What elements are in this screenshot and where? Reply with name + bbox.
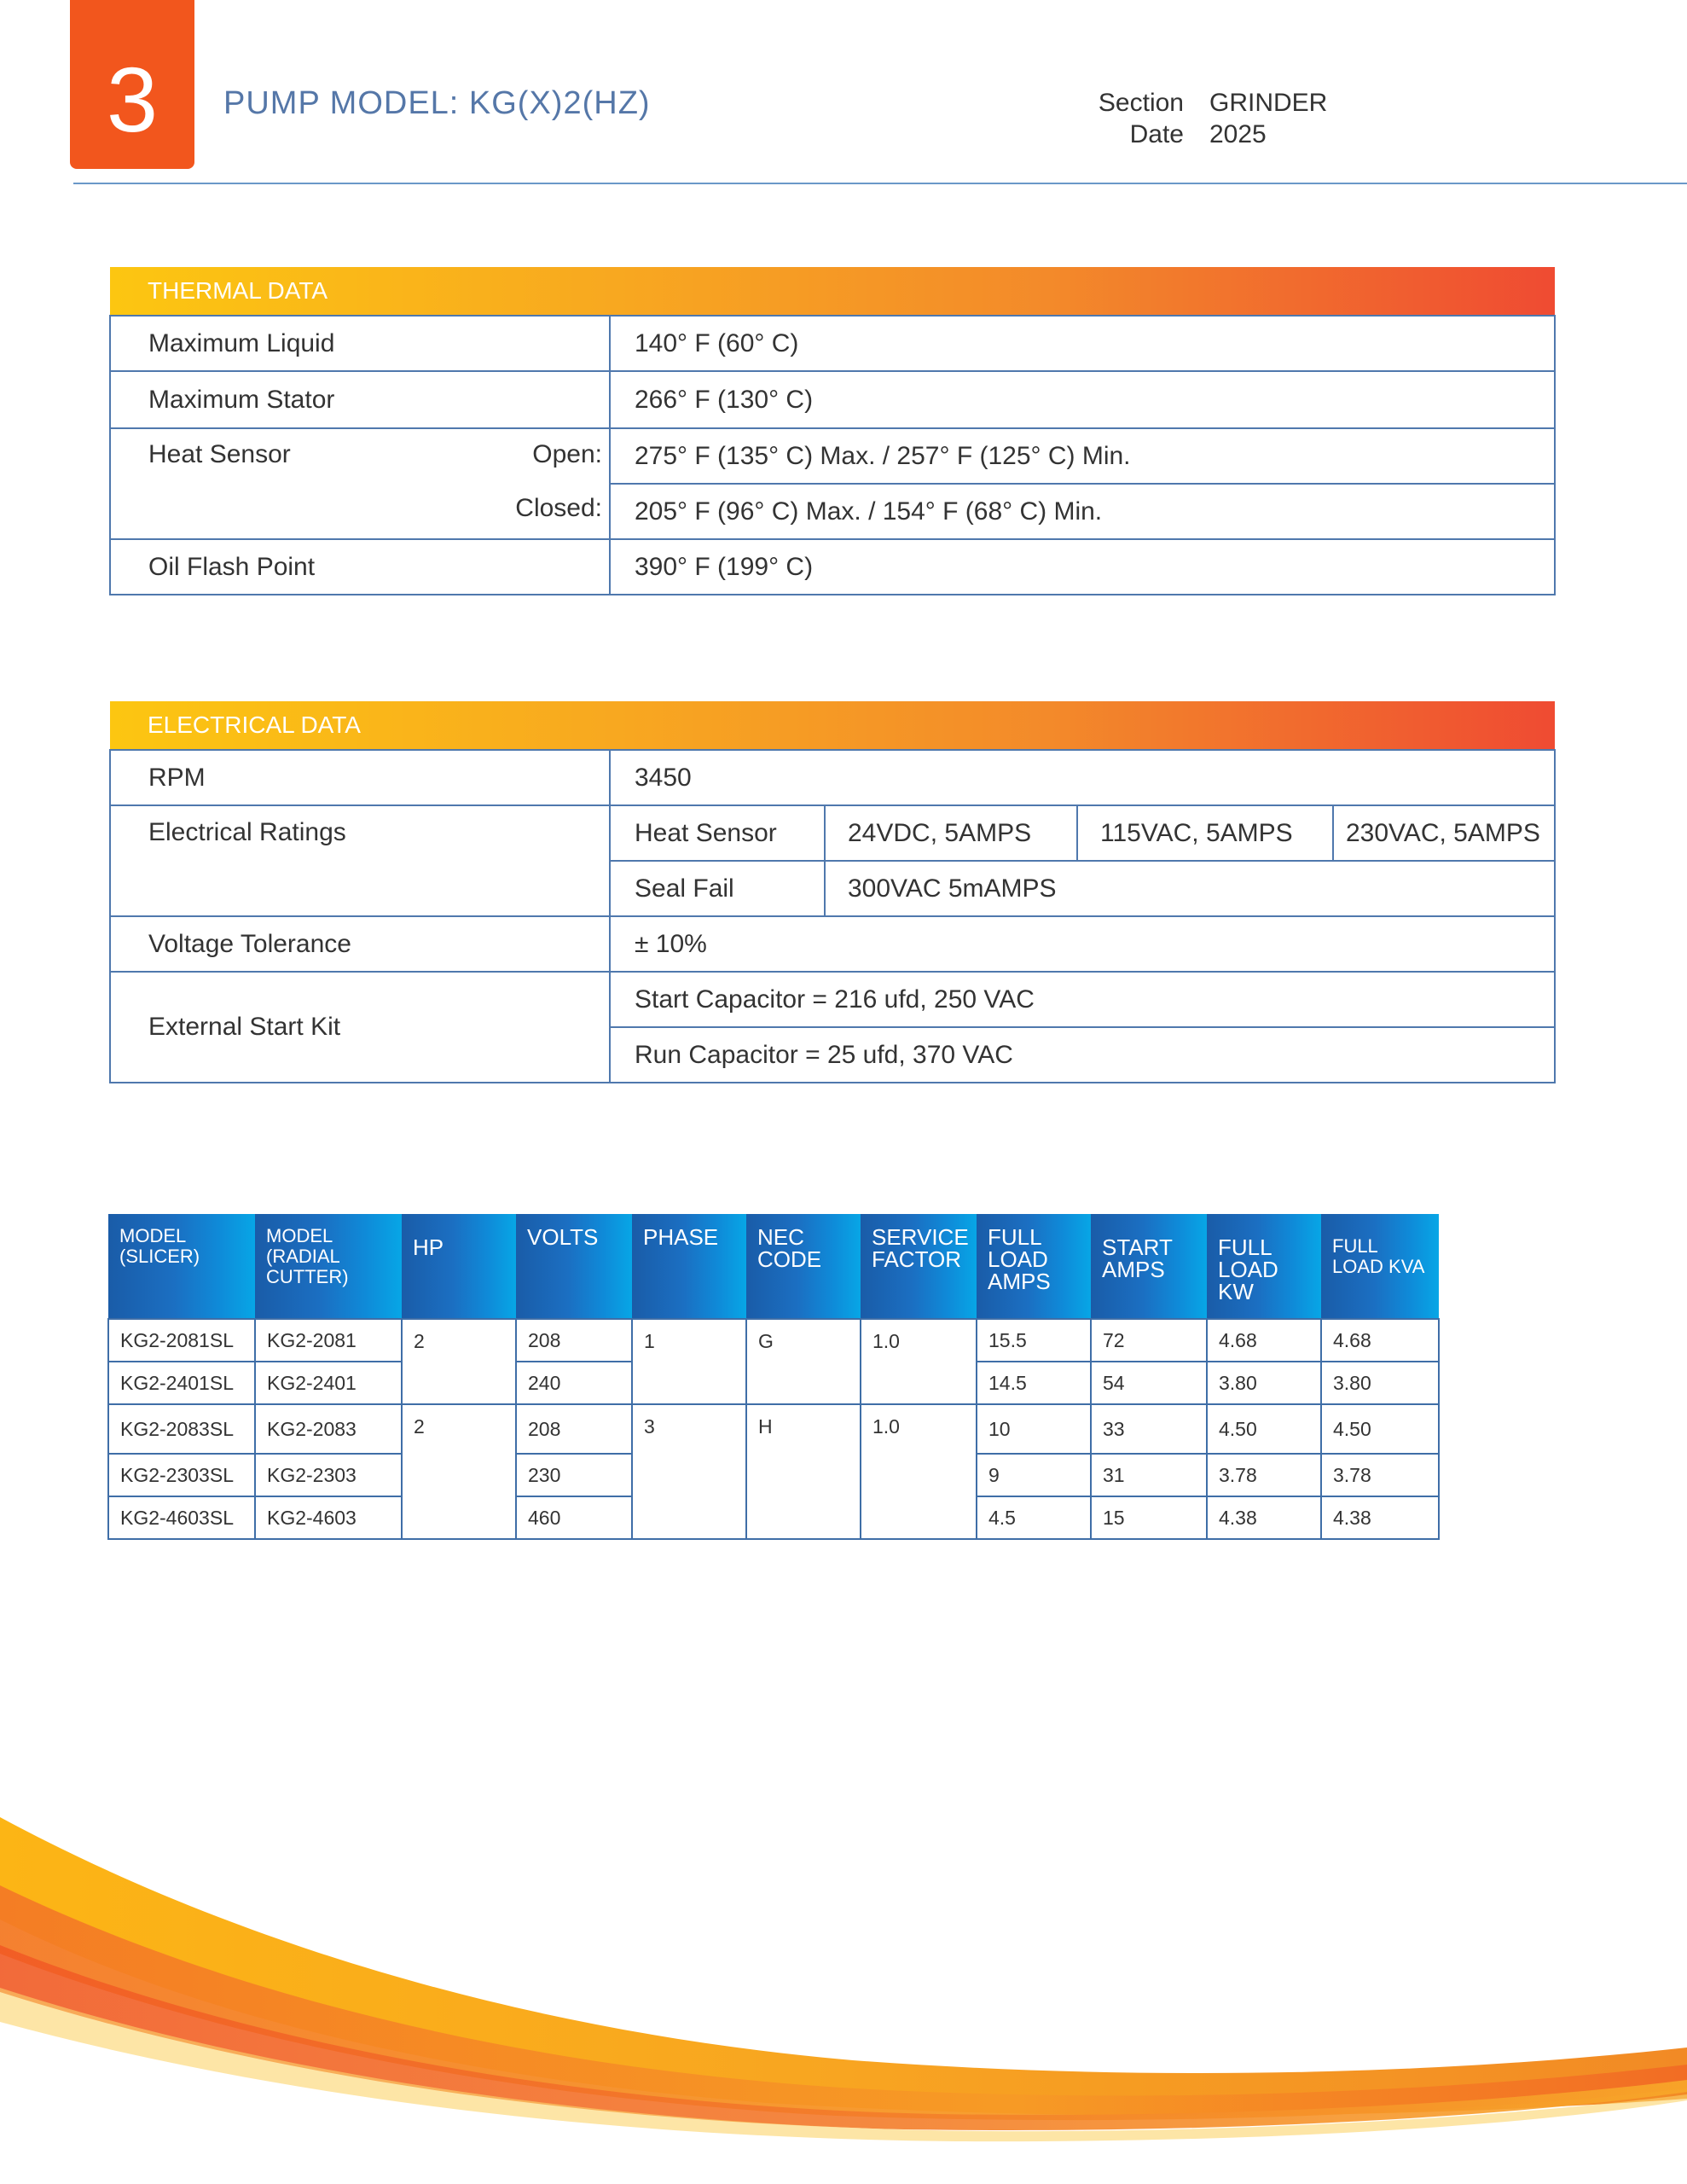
col-volts: VOLTS xyxy=(516,1214,632,1319)
cell-slicer: KG2-2081SL xyxy=(108,1319,255,1362)
cell-kw: 4.50 xyxy=(1207,1404,1321,1454)
electrical-data-table xyxy=(109,701,1556,1083)
table-row xyxy=(110,916,1555,972)
oil-flash-value: 390° F (199° C) xyxy=(610,539,1555,595)
col-full-load-amps: FULL LOAD AMPS xyxy=(977,1214,1091,1319)
col-start-amps: START AMPS xyxy=(1091,1214,1207,1319)
heat-sensor-115vac: 115VAC, 5AMPS xyxy=(1077,805,1333,861)
table-row xyxy=(110,371,1555,428)
cell-start: 15 xyxy=(1091,1496,1207,1539)
col-model-radial-cutter: MODEL (RADIAL CUTTER) xyxy=(255,1214,402,1319)
max-stator-label: Maximum Stator xyxy=(110,371,610,428)
section-value: GRINDER xyxy=(1209,89,1328,117)
seal-fail-label: Seal Fail xyxy=(610,861,825,916)
cell-volts: 240 xyxy=(516,1362,632,1404)
closed-label: Closed: xyxy=(515,494,602,522)
col-phase: PHASE xyxy=(632,1214,746,1319)
cell-volts: 208 xyxy=(516,1404,632,1454)
thermal-data-table xyxy=(109,267,1556,595)
cell-phase: 1 xyxy=(632,1319,746,1404)
footer-swoosh-graphic xyxy=(0,1817,1687,2184)
table-row xyxy=(110,539,1555,595)
col-model-slicer: MODEL (SLICER) xyxy=(108,1214,255,1319)
table-row xyxy=(110,750,1555,805)
thermal-heading-band xyxy=(110,267,1555,316)
seal-fail-value: 300VAC 5mAMPS xyxy=(825,861,1555,916)
cell-kva: 4.38 xyxy=(1321,1496,1439,1539)
cell-fla: 10 xyxy=(977,1404,1091,1454)
cell-kva: 3.80 xyxy=(1321,1362,1439,1404)
col-hp: HP xyxy=(402,1214,516,1319)
cell-kw: 3.80 xyxy=(1207,1362,1321,1404)
thermal-heading: THERMAL DATA xyxy=(110,267,1555,316)
open-value: 275° F (135° C) Max. / 257° F (125° C) Min. xyxy=(610,428,1555,484)
max-stator-value: 266° F (130° C) xyxy=(610,371,1555,428)
open-label: Open: xyxy=(532,440,602,468)
cell-hp: 2 xyxy=(402,1404,516,1539)
cell-fla: 9 xyxy=(977,1454,1091,1496)
closed-value: 205° F (96° C) Max. / 154° F (68° C) Min. xyxy=(610,484,1555,539)
cell-fla: 4.5 xyxy=(977,1496,1091,1539)
cell-start: 54 xyxy=(1091,1362,1207,1404)
cell-hp: 2 xyxy=(402,1319,516,1404)
cell-volts: 230 xyxy=(516,1454,632,1496)
cell-start: 31 xyxy=(1091,1454,1207,1496)
run-capacitor-value: Run Capacitor = 25 ufd, 370 VAC xyxy=(610,1027,1555,1083)
cell-start: 72 xyxy=(1091,1319,1207,1362)
max-liquid-value: 140° F (60° C) xyxy=(610,316,1555,371)
cell-kw: 3.78 xyxy=(1207,1454,1321,1496)
cell-fla: 15.5 xyxy=(977,1319,1091,1362)
date-value: 2025 xyxy=(1209,120,1267,148)
heat-sensor-24vdc: 24VDC, 5AMPS xyxy=(825,805,1077,861)
electrical-heading: ELECTRICAL DATA xyxy=(110,701,1555,750)
cell-slicer: KG2-2083SL xyxy=(108,1404,255,1454)
cell-fla: 14.5 xyxy=(977,1362,1091,1404)
table-row xyxy=(110,316,1555,371)
cell-phase: 3 xyxy=(632,1404,746,1539)
electrical-heading-band xyxy=(110,701,1555,750)
cell-radial: KG2-2083 xyxy=(255,1404,402,1454)
cell-sf: 1.0 xyxy=(861,1404,977,1539)
cell-slicer: KG2-4603SL xyxy=(108,1496,255,1539)
voltage-tolerance-value: ± 10% xyxy=(610,916,1555,972)
rpm-label: RPM xyxy=(110,750,610,805)
heat-sensor-cell xyxy=(110,428,610,539)
section-number-tab xyxy=(70,0,194,169)
cell-volts: 208 xyxy=(516,1319,632,1362)
cell-slicer: KG2-2303SL xyxy=(108,1454,255,1496)
table-row xyxy=(108,1404,1439,1454)
oil-flash-label: Oil Flash Point xyxy=(110,539,610,595)
date-label: Date xyxy=(1129,120,1184,148)
model-specs-table xyxy=(107,1214,1440,1540)
cell-kw: 4.38 xyxy=(1207,1496,1321,1539)
col-service-factor: SERVICE FACTOR xyxy=(861,1214,977,1319)
page-title: PUMP MODEL: KG(X)2(HZ) xyxy=(223,85,651,121)
document-meta xyxy=(1058,87,1327,150)
col-full-load-kw: FULL LOAD KW xyxy=(1207,1214,1321,1319)
table-row xyxy=(110,805,1555,861)
cell-kw: 4.68 xyxy=(1207,1319,1321,1362)
heat-sensor-230vac: 230VAC, 5AMPS xyxy=(1333,805,1555,861)
voltage-tolerance-label: Voltage Tolerance xyxy=(110,916,610,972)
ratings-label: Electrical Ratings xyxy=(110,805,610,916)
start-kit-label: External Start Kit xyxy=(110,972,610,1083)
rpm-value: 3450 xyxy=(610,750,1555,805)
cell-nec: H xyxy=(746,1404,861,1539)
cell-radial: KG2-2303 xyxy=(255,1454,402,1496)
cell-radial: KG2-2401 xyxy=(255,1362,402,1404)
cell-slicer: KG2-2401SL xyxy=(108,1362,255,1404)
section-number: 3 xyxy=(106,48,159,151)
table-row xyxy=(110,972,1555,1027)
heat-sensor-rating-label: Heat Sensor xyxy=(610,805,825,861)
col-full-load-kva: FULL LOAD KVA xyxy=(1321,1214,1439,1319)
cell-volts: 460 xyxy=(516,1496,632,1539)
cell-radial: KG2-4603 xyxy=(255,1496,402,1539)
cell-nec: G xyxy=(746,1319,861,1404)
table-row xyxy=(110,428,1555,484)
table-header-row xyxy=(108,1214,1439,1319)
header-divider xyxy=(73,183,1687,184)
table-row xyxy=(108,1319,1439,1362)
col-nec-code: NEC CODE xyxy=(746,1214,861,1319)
heat-sensor-label: Heat Sensor xyxy=(148,440,291,468)
cell-kva: 4.68 xyxy=(1321,1319,1439,1362)
max-liquid-label: Maximum Liquid xyxy=(110,316,610,371)
cell-sf: 1.0 xyxy=(861,1319,977,1404)
section-label: Section xyxy=(1098,89,1184,117)
cell-radial: KG2-2081 xyxy=(255,1319,402,1362)
cell-kva: 3.78 xyxy=(1321,1454,1439,1496)
start-capacitor-value: Start Capacitor = 216 ufd, 250 VAC xyxy=(610,972,1555,1027)
cell-kva: 4.50 xyxy=(1321,1404,1439,1454)
cell-start: 33 xyxy=(1091,1404,1207,1454)
